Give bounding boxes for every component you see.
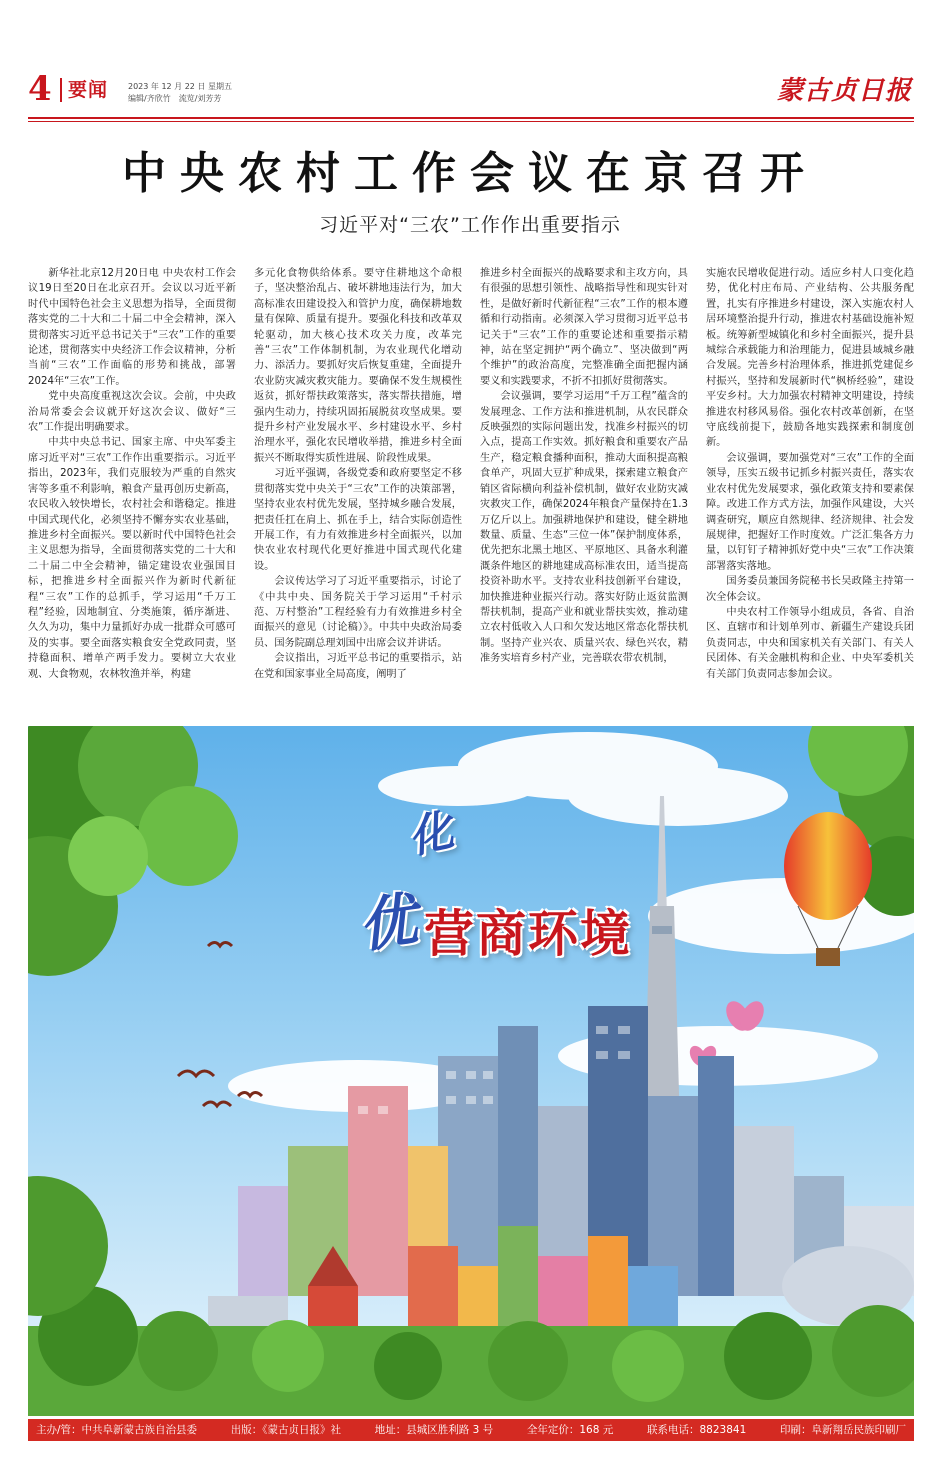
banner-word-you: 优 (354, 885, 422, 961)
newspaper-brand-logo: 蒙古贞日报 (776, 76, 912, 106)
banner-word-hua: 化 (404, 804, 458, 864)
paragraph: 会议强调，要加强党对“三农”工作的全面领导，压实五级书记抓乡村振兴责任，落实农业农村优先发展要求，强化政策支持和要素保障。改进工作方式方法，加强作风建设，大兴调查研究，顺应自然规律、经济规律、社会发展规律，把握好工作时度效。广泛汇集各方力量，以钉钉子精神抓好党中央“三农”工作决策部署落实落地。 (706, 452, 914, 572)
paragraph: 党中央高度重视这次会议。会前，中央政治局常委会会议就开好这次会议、做好“三农”工作提出明确要求。 (28, 391, 236, 434)
article-column-1 (28, 266, 236, 718)
article-column-3 (480, 266, 688, 718)
footer-sponsor: 主办/管：中共阜新蒙古族自治县委 (36, 1424, 198, 1436)
issue-date: 2023 年 12 月 22 日 星期五 (128, 82, 232, 91)
paragraph: 中央农村工作领导小组成员，各省、自治区、直辖市和计划单列市、新疆生产建设兵团负责同志，中央和国家机关有关部门、有关人民团体、有关金融机构和企业、中央军委机关有关部门负责同志参加会议。 (706, 606, 914, 680)
paragraph-continued: 推进乡村全面振兴的战略要求和主攻方向，具有很强的思想引领性、战略指导性和现实针对性，是做好新时代新征程“三农”工作的根本遵循和行动指南。必须深入学习贯彻习近平总书记关于“三农”工作的重要论述和重要指示精神，站在坚定拥护“两个确立”、坚决做到“两个维护”的政治高度，完整准确全面把握内涵要义和实践要求，不折不扣抓好贯彻落实。 (480, 268, 688, 387)
masthead-rule (28, 117, 914, 119)
masthead (28, 66, 914, 116)
section-label: 要闻 (60, 78, 108, 102)
footer-phone: 联系电话：8823841 (646, 1424, 747, 1436)
issue-editors: 编辑/齐欣竹 流览/刘芳芳 (128, 94, 222, 103)
paragraph: 习近平强调，各级党委和政府要坚定不移贯彻落实党中央关于“三农”工作的决策部署，坚持农业农村优先发展，坚持城乡融合发展，把责任扛在肩上、抓在手上，结合实际创造性开展工作，有力有效推进乡村全面振兴，以加快农业农村现代化更好推进中国式现代化建设。 (254, 468, 462, 572)
paragraph-continued: 实施农民增收促进行动。适应乡村人口变化趋势，优化村庄布局、产业结构、公共服务配置，扎实有序推进乡村建设，深入实施农村人居环境整治提升行动，推进农村基础设施补短板。统筹新型城镇化和乡村全面振兴，提升县城综合承载能力和治理能力，促进县域城乡融合发展。完善乡村治理体系，推进抓党建促乡村振兴，坚持和发展新时代“枫桥经验”，建设平安乡村。大力加强农村精神文明建设，持续推进农村移风易俗。强化农村改革创新，在坚守底线前提下，鼓励各地实践探索和制度创新。 (706, 268, 914, 449)
issue-meta (128, 81, 232, 105)
article-column-2 (254, 266, 462, 718)
paragraph: 新华社北京12月20日电 中央农村工作会议19日至20日在北京召开。会议以习近平新时代中国特色社会主义思想为指导，全面贯彻落实党的二十大和二十届二中全会精神，深入贯彻落实习近平总书记关于“三农”工作的重要论述，贯彻落实中央经济工作会议精神，分析当前“三农”工作面临的形势和挑战，部署2024年“三农”工作。 (28, 268, 236, 387)
imprint-footer (28, 1419, 914, 1441)
paragraph: 会议强调，要学习运用“千万工程”蕴含的发展理念、工作方法和推进机制，从农民群众反映强烈的实际问题出发，找准乡村振兴的切入点，提高工作实效。抓好粮食和重要农产品生产，稳定粮食播种面积，推动大面积提高粮食单产，巩固大豆扩种成果，探索建立粮食产销区省际横向利益补偿机制，做好农业防灾减灾救灾工作，确保2024年粮食产量保持在1.3万亿斤以上。加强耕地保护和建设，健全耕地数量、质量、生态“三位一体”保护制度体系，优先把东北黑土地区、平原地区、具备水利灌溉条件地区的耕地建成高标准农田，适当提高投资补助水平。支持农业科技创新平台建设，加快推进种业振兴行动。落实好防止返贫监测帮扶机制，提高产业和就业帮扶实效，推动建立农村低收入人口和欠发达地区常态化帮扶机制。坚持产业兴农、质量兴农、绿色兴农，精准务实培育乡村产业，完善联农带农机制， (480, 391, 688, 665)
footer-printer: 印刷：阜新翔岳民族印刷厂 (779, 1424, 906, 1436)
page-number: 4 (28, 69, 52, 109)
footer-price: 全年定价：168 元 (526, 1424, 614, 1436)
article-body (28, 266, 914, 718)
masthead-rule-thin (28, 121, 914, 122)
article-headline: 中央农村工作会议在京召开 (122, 148, 818, 199)
city-skyline-illustration (28, 726, 914, 1416)
paragraph: 会议指出，习近平总书记的重要指示，站在党和国家事业全局高度，阐明了 (254, 653, 462, 680)
banner-title: 营商环境 (424, 904, 632, 963)
footer-publisher: 出版：《蒙古贞日报》社 (230, 1424, 342, 1436)
paragraph: 中共中央总书记、国家主席、中央军委主席习近平对“三农”工作作出重要指示。习近平指出，2023年，我们克服较为严重的自然灾害等多重不利影响，粮食产量再创历史新高，农民收入较快增长，农村社会和谐稳定。推进中国式现代化，必须坚持不懈夯实农业基础，推进乡村全面振兴。要以新时代中国特色社会主义思想为指导，全面贯彻落实党的二十大和二十届二中全会精神，锚定建设农业强国目标，把推进乡村全面振兴作为新时代新征程“三农”工作的总抓手，学习运用“千万工程”经验，因地制宜、分类施策，循序渐进、久久为功，集中力量抓好办成一批群众可感可及的实事。要全面落实粮食安全党政同责，坚持稳面积、增单产两手发力。要树立大农业观、大食物观，农林牧渔并举，构建 (28, 437, 236, 680)
footer-address: 地址：县城区胜利路 3 号 (374, 1424, 494, 1436)
paragraph: 国务委员兼国务院秘书长吴政隆主持第一次全体会议。 (706, 576, 914, 603)
article-subhead: 习近平对“三农”工作作出重要指示 (319, 214, 621, 236)
paragraph-continued: 多元化食物供给体系。要守住耕地这个命根子，坚决整治乱占、破坏耕地违法行为，加大高标准农田建设投入和管护力度，确保耕地数量有保障、质量有提升。要强化科技和改革双轮驱动，加大核心技术攻关力度，改革完善“三农”工作体制机制，为农业现代化增动力、添活力。要抓好灾后恢复重建，全面提升农业防灾减灾救灾能力。要确保不发生规模性返贫，抓好帮扶政策落实，落实帮扶措施，增强内生动力，持续巩固拓展脱贫攻坚成果。要提升乡村产业发展水平、乡村建设水平、乡村治理水平，强化农民增收举措，推进乡村全面振兴不断取得实质性进展、阶段性成果。 (254, 268, 462, 464)
article-column-4 (706, 266, 914, 718)
business-environment-banner (28, 726, 914, 1416)
paragraph: 会议传达学习了习近平重要指示，讨论了《中共中央、国务院关于学习运用“千村示范、万村整治”工程经验有力有效推进乡村全面振兴的意见（讨论稿）》。中共中央政治局委员、国务院副总理刘国中出席会议并讲话。 (254, 576, 462, 649)
